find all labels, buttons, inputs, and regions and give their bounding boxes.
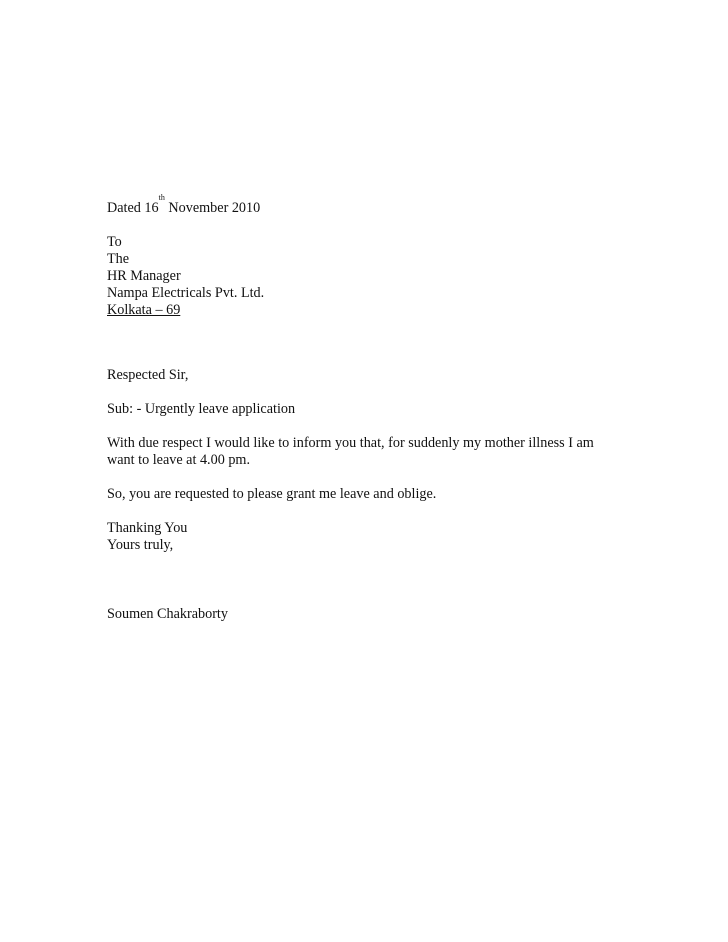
body-paragraph-1-line-1: With due respect I would like to inform you that, for suddenly my mother illness I am	[107, 435, 594, 451]
letter-date	[107, 193, 627, 217]
recipient-address	[107, 234, 627, 319]
leave-letter	[107, 193, 627, 623]
date-ordinal-suffix: th	[158, 193, 165, 202]
closing-block	[107, 520, 627, 554]
body-paragraph-1-line-2: want to leave at 4.00 pm.	[107, 452, 251, 468]
date-prefix: Dated 16	[107, 200, 159, 216]
closing-thanks: Thanking You	[107, 520, 188, 536]
subject-line: Sub: - Urgently leave application	[107, 401, 296, 417]
closing-sign-off: Yours truly,	[107, 537, 174, 553]
address-company: Nampa Electricals Pvt. Ltd.	[107, 285, 265, 301]
address-the: The	[107, 251, 130, 267]
address-city: Kolkata – 69	[107, 302, 181, 318]
body-paragraph-1	[107, 435, 627, 469]
signature-name: Soumen Chakraborty	[107, 606, 228, 622]
address-to: To	[107, 234, 122, 250]
salutation: Respected Sir,	[107, 367, 189, 383]
address-designation: HR Manager	[107, 268, 181, 284]
date-rest: November 2010	[164, 200, 261, 216]
body-paragraph-2: So, you are requested to please grant me leave and oblige.	[107, 486, 437, 502]
